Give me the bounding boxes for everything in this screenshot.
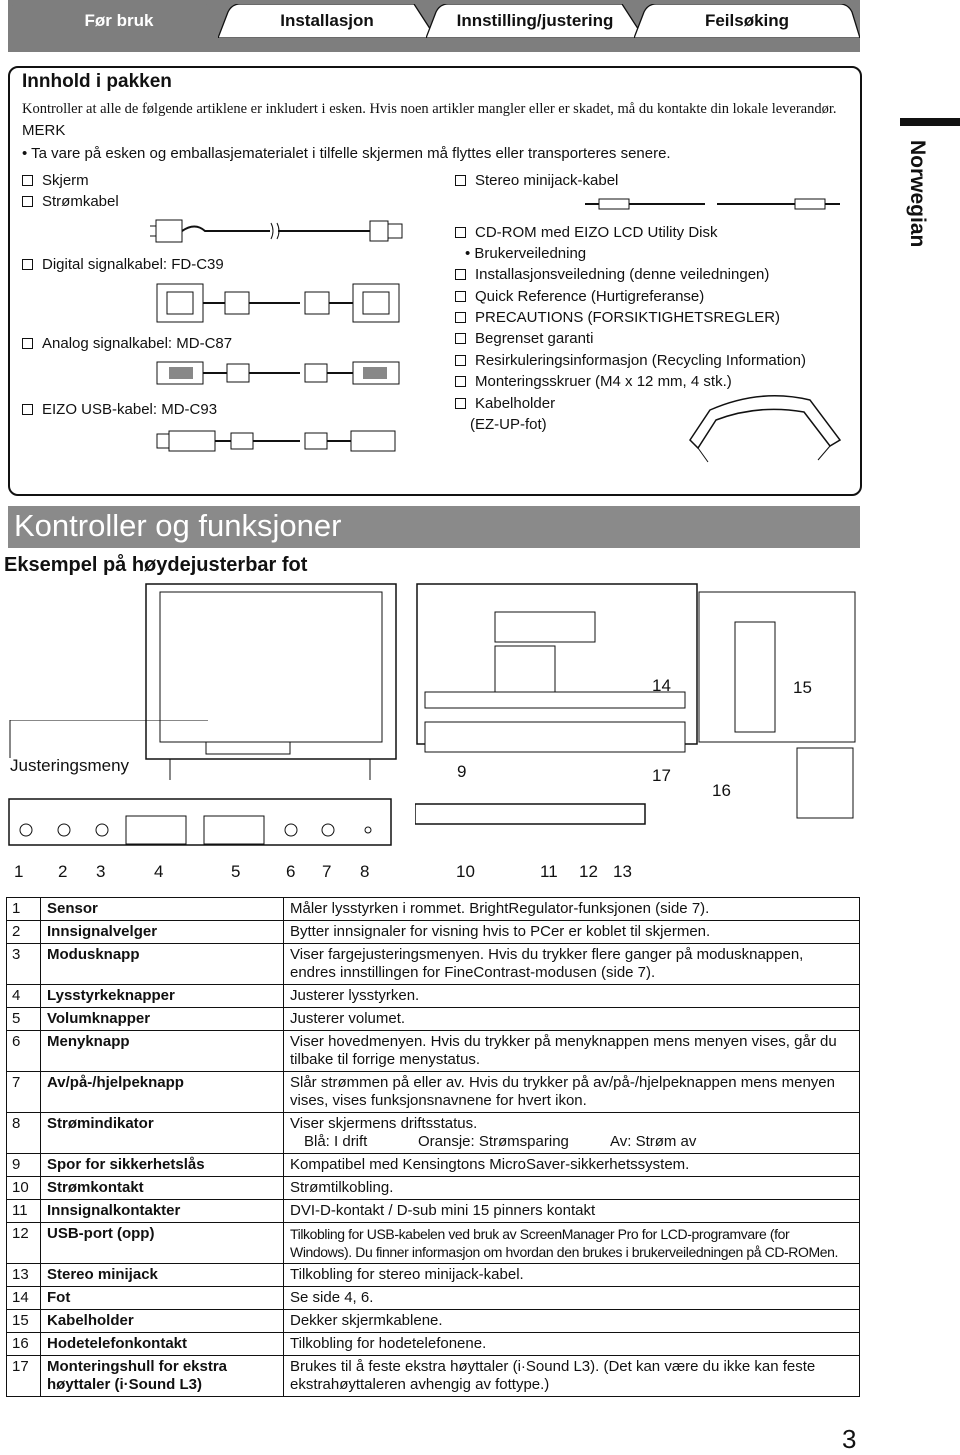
checkbox-icon [22, 404, 33, 415]
item-usb-kabel [22, 401, 217, 418]
table-row [7, 1113, 860, 1154]
digital-cable-illustration [155, 280, 405, 330]
item-label: Kabelholder [475, 395, 556, 412]
status-blue: Blå: I drift [304, 1133, 368, 1150]
item-ez-up [470, 416, 547, 433]
checkbox-icon [455, 312, 466, 323]
language-label: Norwegian [906, 140, 929, 248]
callout-11: 11 [540, 862, 558, 881]
row-desc: Se side 4, 6. [284, 1287, 860, 1310]
callout-1: 1 [14, 862, 24, 881]
item-stromkabel [22, 193, 119, 210]
cable-holder-illustration [680, 380, 850, 480]
checkbox-icon [455, 269, 466, 280]
table-row [7, 944, 860, 985]
table-row [7, 898, 860, 921]
row-name: Volumknapper [41, 1008, 284, 1031]
tab-label: Før bruk [84, 11, 154, 30]
checkbox-icon [455, 291, 466, 302]
tab-innstilling[interactable] [426, 4, 644, 38]
table-row [7, 1200, 860, 1223]
controls-table [6, 897, 860, 1397]
table-row [7, 1287, 860, 1310]
item-digital-kabel [22, 256, 224, 273]
item-label: Begrenset garanti [475, 330, 594, 347]
table-row [7, 1177, 860, 1200]
row-number: 4 [7, 985, 41, 1008]
row-name: Menyknapp [41, 1031, 284, 1072]
table-row [7, 1072, 860, 1113]
tab-for-bruk[interactable] [10, 4, 228, 38]
table-row [7, 1264, 860, 1287]
table-row [7, 921, 860, 944]
row-number: 12 [7, 1223, 41, 1264]
row-name: Strømkontakt [41, 1177, 284, 1200]
item-label: Monteringsskruer (M4 x 12 mm, 4 stk.) [475, 373, 732, 390]
row-desc: Tilkobling for stereo minijack-kabel. [284, 1264, 860, 1287]
row-number: 11 [7, 1200, 41, 1223]
row-number: 10 [7, 1177, 41, 1200]
table-row [7, 1310, 860, 1333]
row-name: Kabelholder [41, 1310, 284, 1333]
row-desc: Viser hovedmenyen. Hvis du trykker på menyknappen mens menyen vises, går du tilbake til forrige menystatus. [284, 1031, 860, 1072]
item-label: Analog signalkabel: MD-C87 [42, 335, 233, 352]
row-desc: DVI-D-kontakt / D-sub mini 15 pinners kontakt [284, 1200, 860, 1223]
row-desc: Slår strømmen på eller av. Hvis du trykker på av/på-/hjelpeknappen mens menyen vises, vises funksjonsnavnene for hvert ikon. [284, 1072, 860, 1113]
row-number: 2 [7, 921, 41, 944]
table-row [7, 1031, 860, 1072]
row-name: Modusknapp [41, 944, 284, 985]
page-number: 3 [842, 1424, 857, 1454]
row-number: 5 [7, 1008, 41, 1031]
item-resirkulering [455, 352, 806, 369]
item-label: Resirkuleringsinformasjon (Recycling Information) [475, 352, 806, 369]
row-desc: Kompatibel med Kensingtons MicroSaver-sikkerhetssystem. [284, 1154, 860, 1177]
table-row [7, 1333, 860, 1356]
row-name: Strømindikator [41, 1113, 284, 1154]
row-desc: Brukes til å feste ekstra høyttaler (i·Sound L3). (Det kan være du ikke kan feste ekstrahøyttaleren avhengig av fottype.) [284, 1356, 860, 1397]
row-number: 16 [7, 1333, 41, 1356]
tab-feilsoking[interactable] [634, 4, 860, 38]
item-garanti [455, 330, 593, 347]
callout-4: 4 [154, 862, 164, 881]
row-desc: Tilkobling for USB-kabelen ved bruk av ScreenManager Pro for LCD-programvare (for Windows). Du finner informasjon om hvordan den brukes i brukerveiledningen på CD-ROMen. [284, 1223, 860, 1264]
stereo-cable-illustration [585, 194, 845, 214]
menu-label: Justeringsmeny [10, 756, 130, 775]
item-kabelholder [455, 395, 555, 412]
row-number: 15 [7, 1310, 41, 1333]
row-name: Stereo minijack [41, 1264, 284, 1287]
tab-label: Installasjon [280, 11, 374, 30]
row-desc: Justerer lysstyrken. [284, 985, 860, 1008]
item-skjerm [22, 172, 89, 189]
item-quick-reference [455, 288, 704, 305]
row-name: Sensor [41, 898, 284, 921]
callout-9: 9 [457, 762, 467, 781]
item-label: PRECAUTIONS (FORSIKTIGHETSREGLER) [475, 309, 781, 326]
callout-5: 5 [231, 862, 241, 881]
tab-label: Innstilling/justering [456, 11, 614, 30]
callout-13: 13 [613, 862, 632, 881]
row-desc [284, 1113, 860, 1154]
callout-16: 16 [712, 781, 731, 800]
monitor-rear-illustration [415, 582, 860, 827]
checkbox-icon [22, 259, 33, 270]
item-label: Quick Reference (Hurtigreferanse) [475, 288, 705, 305]
status-off: Av: Strøm av [610, 1133, 697, 1150]
callout-12: 12 [579, 862, 598, 881]
row-name: USB-port (opp) [41, 1223, 284, 1264]
callout-8: 8 [360, 862, 370, 881]
item-label: Strømkabel [42, 193, 119, 210]
row-name: Spor for sikkerhetslås [41, 1154, 284, 1177]
status-line [290, 1133, 853, 1151]
power-cable-illustration [150, 212, 410, 252]
item-label: • Brukerveiledning [465, 245, 587, 262]
item-label: (EZ-UP-fot) [470, 416, 547, 433]
item-cdrom [455, 224, 718, 241]
row-number: 1 [7, 898, 41, 921]
row-name: Innsignalvelger [41, 921, 284, 944]
row-name: Lysstyrkeknapper [41, 985, 284, 1008]
item-installasjonsveiledning [455, 266, 769, 283]
callout-3: 3 [96, 862, 106, 881]
callout-2: 2 [58, 862, 68, 881]
language-marker [900, 118, 960, 126]
status-orange: Oransje: Strømsparing [418, 1133, 569, 1150]
control-panel-illustration [8, 798, 392, 848]
row-desc: Tilkobling for hodetelefonene. [284, 1333, 860, 1356]
row-number: 13 [7, 1264, 41, 1287]
item-label: Skjerm [42, 172, 89, 189]
row-number: 8 [7, 1113, 41, 1154]
row-name: Hodetelefonkontakt [41, 1333, 284, 1356]
row-name: Monteringshull for ekstra høyttaler (i·Sound L3) [41, 1356, 284, 1397]
row-desc: Måler lysstyrken i rommet. BrightRegulator-funksjonen (side 7). [284, 898, 860, 921]
note-text: • Ta vare på esken og emballasjematerialet i tilfelle skjermen må flyttes eller transporteres senere. [22, 145, 671, 162]
row-name: Fot [41, 1287, 284, 1310]
row-number: 3 [7, 944, 41, 985]
row-number: 14 [7, 1287, 41, 1310]
item-label: CD-ROM med EIZO LCD Utility Disk [475, 224, 718, 241]
row-name: Innsignalkontakter [41, 1200, 284, 1223]
row-desc: Dekker skjermkablene. [284, 1310, 860, 1333]
checkbox-icon [22, 338, 33, 349]
row-desc: Strømtilkobling. [284, 1177, 860, 1200]
table-row [7, 1356, 860, 1397]
callout-14: 14 [652, 676, 671, 695]
row-number: 6 [7, 1031, 41, 1072]
section-title: Kontroller og funksjoner [14, 508, 342, 543]
checkbox-icon [455, 398, 466, 409]
row-name: Av/på-/hjelpeknapp [41, 1072, 284, 1113]
item-label: Digital signalkabel: FD-C39 [42, 256, 224, 273]
table-row [7, 1008, 860, 1031]
callout-17: 17 [652, 766, 671, 785]
checkbox-icon [455, 333, 466, 344]
item-stereo-kabel [455, 172, 618, 189]
usb-cable-illustration [155, 428, 405, 456]
row-desc: Justerer volumet. [284, 1008, 860, 1031]
table-row [7, 1223, 860, 1264]
item-label: EIZO USB-kabel: MD-C93 [42, 401, 218, 418]
item-precautions [455, 309, 780, 326]
checkbox-icon [455, 175, 466, 186]
package-intro: Kontroller at alle de følgende artiklene er inkludert i esken. Hvis noen artikler mangler eller er skadet, må du kontakte din lokale leverandør. [22, 101, 837, 117]
row-desc: Viser fargejusteringsmenyen. Hvis du trykker flere ganger på modusknappen, endres innstillingen for FineContrast-modusen (side 7). [284, 944, 860, 985]
callout-15: 15 [793, 678, 812, 697]
package-title: Innhold i pakken [22, 71, 172, 92]
table-row [7, 1154, 860, 1177]
menu-callout-lines [8, 720, 218, 760]
row-number: 17 [7, 1356, 41, 1397]
checkbox-icon [455, 376, 466, 387]
item-brukerveiledning [465, 245, 586, 262]
note-heading: MERK [22, 122, 66, 139]
item-label: Installasjonsveiledning (denne veiledningen) [475, 266, 770, 283]
table-row [7, 985, 860, 1008]
checkbox-icon [22, 175, 33, 186]
subsection-title: Eksempel på høydejusterbar fot [4, 554, 308, 576]
callout-10: 10 [456, 862, 475, 881]
callout-6: 6 [286, 862, 296, 881]
row-number: 7 [7, 1072, 41, 1113]
checkbox-icon [455, 355, 466, 366]
checkbox-icon [455, 227, 466, 238]
row-number: 9 [7, 1154, 41, 1177]
analog-cable-illustration [155, 358, 405, 388]
checkbox-icon [22, 196, 33, 207]
row-desc-line: Viser skjermens driftsstatus. [290, 1115, 478, 1132]
row-desc: Bytter innsignaler for visning hvis to PCer er koblet til skjermen. [284, 921, 860, 944]
item-label: Stereo minijack-kabel [475, 172, 619, 189]
item-analog-kabel [22, 335, 232, 352]
tab-installasjon[interactable] [218, 4, 436, 38]
tab-label: Feilsøking [704, 11, 790, 30]
callout-7: 7 [322, 862, 332, 881]
